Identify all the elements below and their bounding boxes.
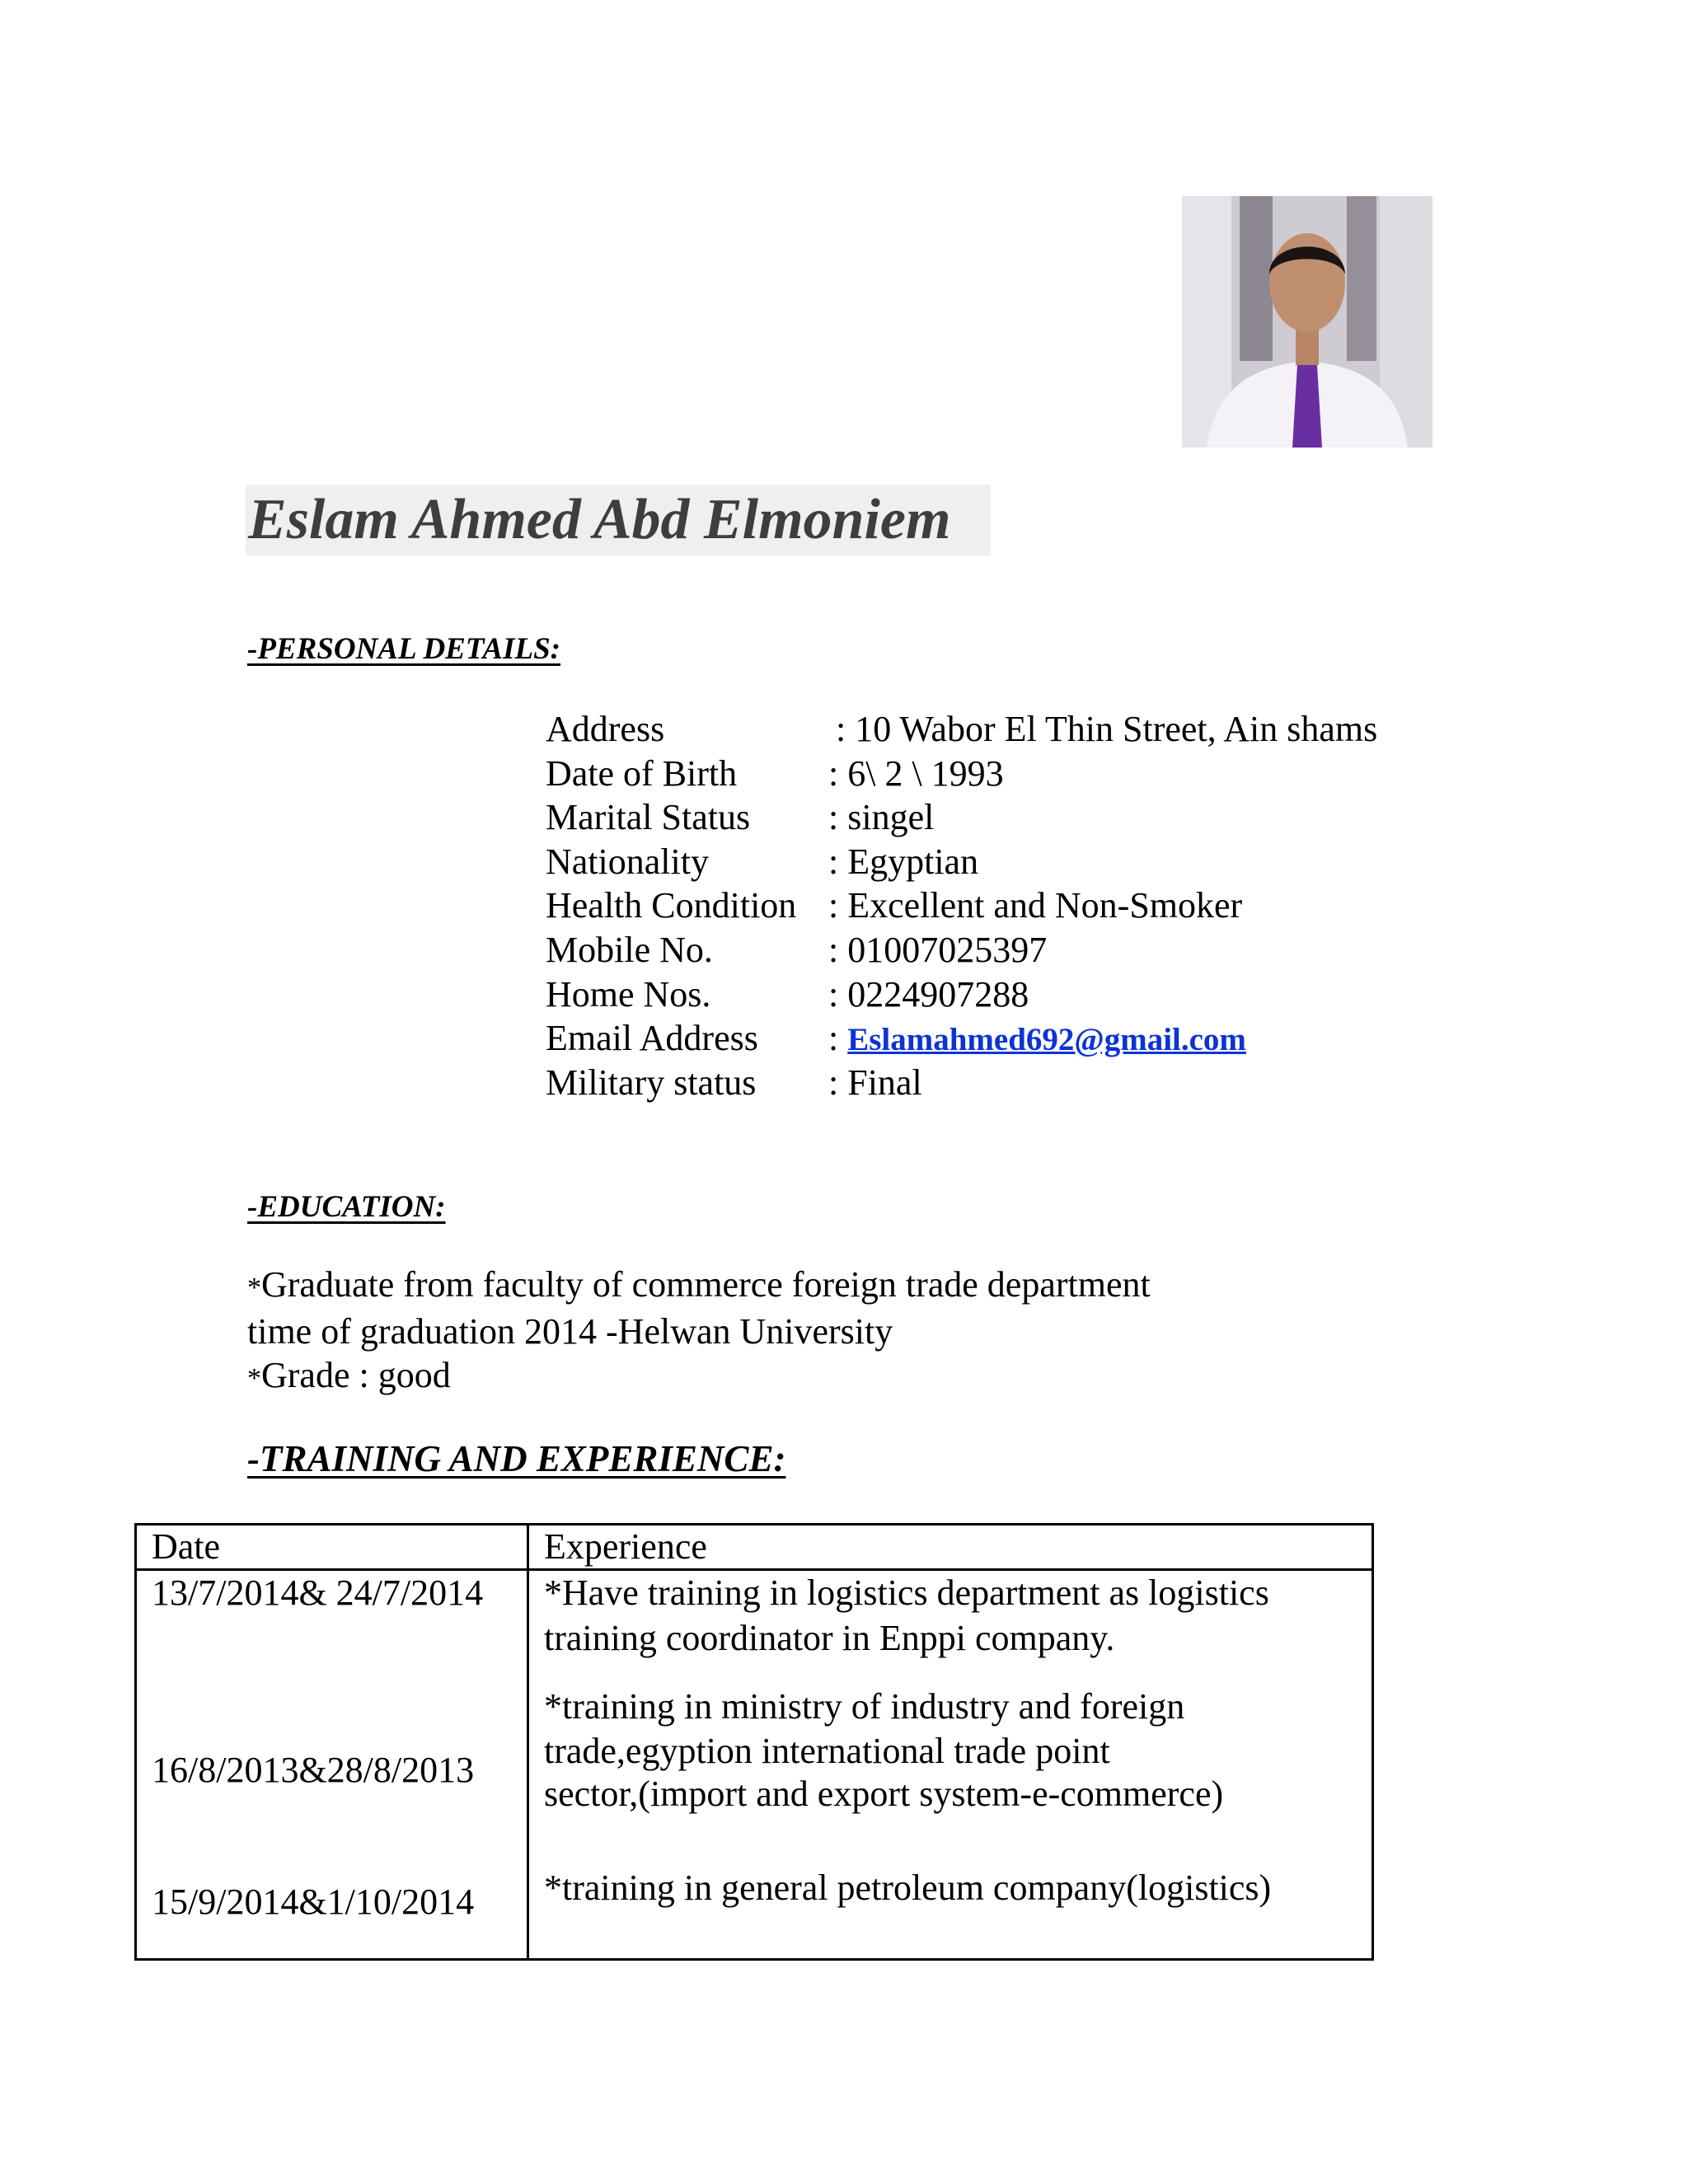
education-block — [247, 1263, 1151, 1400]
table-header-row — [136, 1525, 1373, 1570]
detail-row-health-condition — [546, 883, 1559, 928]
detail-value: : Excellent and Non-Smoker — [828, 885, 1243, 926]
personal-details-heading: -PERSONAL DETAILS: — [247, 632, 560, 666]
detail-value: : Egyptian — [828, 841, 979, 882]
training-heading: -TRAINING AND EXPERIENCE: — [247, 1438, 786, 1479]
detail-row-email — [546, 1016, 1559, 1061]
detail-label: Health Condition — [546, 885, 797, 926]
detail-row-date-of-birth — [546, 752, 1559, 796]
detail-row-address — [546, 707, 1559, 752]
entry-date: 16/8/2013&28/8/2013 — [152, 1750, 475, 1790]
experience-cell — [528, 1570, 1373, 1960]
entry-line: trade,egyption international trade point — [544, 1731, 1110, 1771]
detail-label: Military status — [546, 1062, 757, 1103]
entry-line: sector,(import and export system-e-commerce) — [544, 1774, 1224, 1814]
profile-photo — [1182, 196, 1432, 448]
detail-row-military-status — [546, 1061, 1559, 1105]
detail-label: Home Nos. — [546, 973, 711, 1015]
detail-row-nationality — [546, 840, 1559, 884]
bullet-star: * — [247, 1363, 261, 1394]
detail-label: Date of Birth — [546, 752, 738, 794]
detail-value: : 0224907288 — [828, 973, 1029, 1015]
detail-value: : Final — [828, 1062, 922, 1103]
detail-value: : — [828, 1018, 839, 1059]
date-cell-box — [152, 1571, 527, 1958]
date-cell — [136, 1570, 528, 1960]
detail-label: Email Address — [546, 1018, 758, 1059]
column-header-experience: Experience — [528, 1525, 1373, 1570]
table-row — [136, 1570, 1373, 1960]
detail-label: Address — [546, 709, 665, 749]
education-text: Grade : good — [261, 1355, 451, 1395]
entry-line: *training in ministry of industry and foreign — [544, 1686, 1185, 1727]
detail-label: Nationality — [546, 841, 709, 882]
detail-label: Mobile No. — [546, 929, 713, 970]
personal-details-list — [546, 707, 1559, 1104]
detail-row-home-phone — [546, 972, 1559, 1017]
education-line — [247, 1263, 1151, 1310]
email-link[interactable]: Eslamahmed692@gmail.com — [847, 1022, 1246, 1058]
detail-row-marital-status — [546, 795, 1559, 840]
detail-row-mobile — [546, 928, 1559, 972]
bullet-star: * — [247, 1272, 261, 1303]
entry-line: *training in general petroleum company(logistics) — [544, 1868, 1272, 1908]
entry-line: *Have training in logistics department as logistics — [544, 1572, 1269, 1613]
detail-value: : 10 Wabor El Thin Street, Ain shams — [836, 709, 1378, 749]
entry-date: 15/9/2014&1/10/2014 — [152, 1882, 475, 1922]
detail-value: : 01007025397 — [828, 929, 1048, 970]
column-header-date: Date — [136, 1525, 528, 1570]
education-line: time of graduation 2014 -Helwan University — [247, 1311, 893, 1352]
education-heading: -EDUCATION: — [247, 1190, 446, 1224]
education-line — [247, 1353, 1151, 1400]
detail-value: : 6\ 2 \ 1993 — [828, 752, 1004, 794]
entry-date: 13/7/2014& 24/7/2014 — [152, 1572, 484, 1613]
portrait-image — [1182, 196, 1432, 448]
education-text: Graduate from faculty of commerce foreign trade department — [261, 1264, 1151, 1305]
experience-cell-box — [544, 1571, 1372, 1958]
experience-table — [134, 1523, 1374, 1961]
entry-line: training coordinator in Enppi company. — [544, 1618, 1115, 1658]
detail-value: : singel — [828, 797, 935, 838]
detail-label: Marital Status — [546, 797, 751, 838]
candidate-name: Eslam Ahmed Abd Elmoniem — [246, 485, 991, 555]
detail-value-wrap — [828, 1016, 1246, 1062]
